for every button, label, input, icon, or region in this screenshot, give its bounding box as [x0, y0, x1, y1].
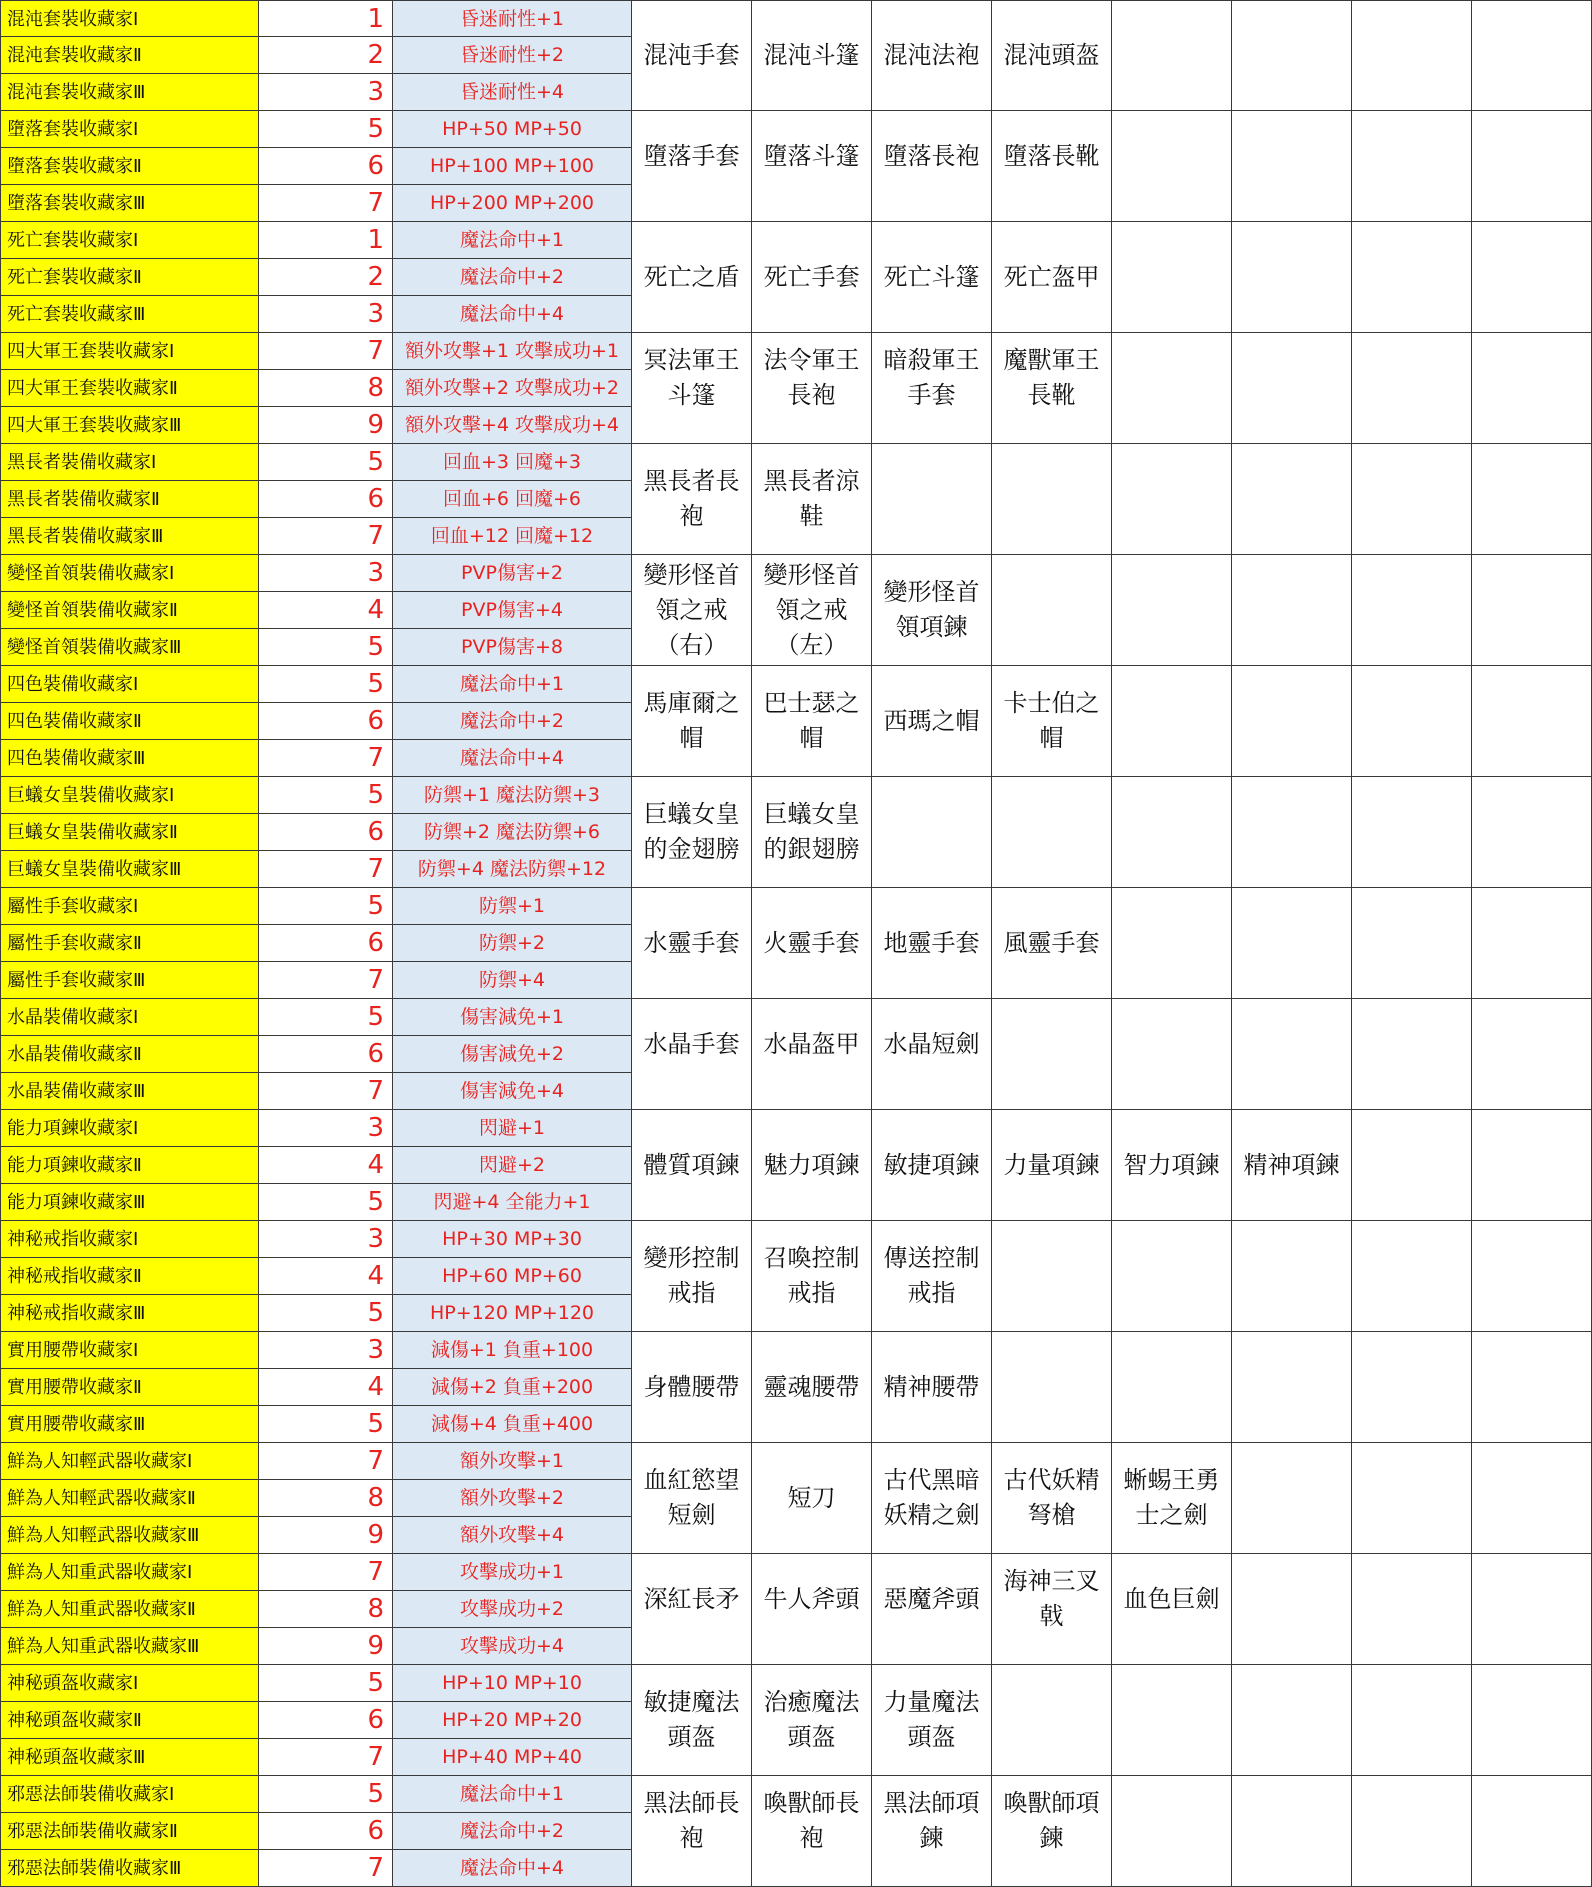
required-level-cell: 7: [259, 1739, 393, 1776]
collector-title-cell: 變怪首領裝備收藏家Ⅲ: [0, 629, 259, 666]
bonus-effect-cell: PVP傷害+2: [393, 555, 632, 592]
bonus-effect-cell: 額外攻擊+4: [393, 1517, 632, 1554]
collector-title-cell: 墮落套裝收藏家Ⅰ: [0, 111, 259, 148]
collector-title-cell: 神秘戒指收藏家Ⅰ: [0, 1221, 259, 1258]
item-cell: 墮落手套: [632, 111, 752, 222]
item-cell: 蜥蜴王勇 士之劍: [1112, 1443, 1232, 1554]
required-level-cell: 6: [259, 814, 393, 851]
collector-title-cell: 神秘戒指收藏家Ⅲ: [0, 1295, 259, 1332]
bonus-effect-cell: 攻擊成功+4: [393, 1628, 632, 1665]
required-level-cell: 5: [259, 1295, 393, 1332]
collector-title-cell: 神秘戒指收藏家Ⅱ: [0, 1258, 259, 1295]
required-level-cell: 5: [259, 777, 393, 814]
required-level-cell: 6: [259, 925, 393, 962]
bonus-effect-cell: 減傷+1 負重+100: [393, 1332, 632, 1369]
required-level-cell: 6: [259, 1036, 393, 1073]
item-cell: 巨蟻女皇 的銀翅膀: [752, 777, 872, 888]
empty-cell: [1352, 111, 1472, 222]
item-cell: 火靈手套: [752, 888, 872, 999]
bonus-effect-cell: 魔法命中+1: [393, 666, 632, 703]
empty-cell: [1472, 555, 1592, 666]
bonus-effect-cell: 傷害減免+4: [393, 1073, 632, 1110]
collector-title-cell: 鮮為人知輕武器收藏家Ⅰ: [0, 1443, 259, 1480]
collector-title-cell: 水晶裝備收藏家Ⅲ: [0, 1073, 259, 1110]
bonus-effect-cell: PVP傷害+8: [393, 629, 632, 666]
required-level-cell: 7: [259, 1073, 393, 1110]
required-level-cell: 7: [259, 1554, 393, 1591]
empty-cell: [1472, 0, 1592, 111]
empty-cell: [1232, 1221, 1352, 1332]
empty-cell: [1352, 1443, 1472, 1554]
collector-title-cell: 水晶裝備收藏家Ⅱ: [0, 1036, 259, 1073]
empty-cell: [1232, 333, 1352, 444]
empty-cell: [1472, 444, 1592, 555]
empty-cell: [992, 555, 1112, 666]
item-cell: 力量魔法 頭盔: [872, 1665, 992, 1776]
bonus-effect-cell: 昏迷耐性+1: [393, 0, 632, 37]
collector-title-cell: 鮮為人知重武器收藏家Ⅰ: [0, 1554, 259, 1591]
bonus-effect-cell: 魔法命中+4: [393, 1850, 632, 1887]
required-level-cell: 5: [259, 1665, 393, 1702]
collector-title-cell: 實用腰帶收藏家Ⅱ: [0, 1369, 259, 1406]
collector-title-cell: 屬性手套收藏家Ⅱ: [0, 925, 259, 962]
required-level-cell: 2: [259, 37, 393, 74]
required-level-cell: 6: [259, 1702, 393, 1739]
required-level-cell: 6: [259, 703, 393, 740]
item-cell: 死亡斗篷: [872, 222, 992, 333]
item-cell: 混沌頭盔: [992, 0, 1112, 111]
empty-cell: [1232, 777, 1352, 888]
required-level-cell: 7: [259, 740, 393, 777]
required-level-cell: 7: [259, 185, 393, 222]
item-cell: 體質項鍊: [632, 1110, 752, 1221]
bonus-effect-cell: 防禦+4: [393, 962, 632, 999]
item-cell: 古代妖精 弩槍: [992, 1443, 1112, 1554]
bonus-effect-cell: HP+20 MP+20: [393, 1702, 632, 1739]
required-level-cell: 9: [259, 1628, 393, 1665]
required-level-cell: 6: [259, 1813, 393, 1850]
bonus-effect-cell: 防禦+1: [393, 888, 632, 925]
collector-title-cell: 黑長者裝備收藏家Ⅰ: [0, 444, 259, 481]
required-level-cell: 5: [259, 1406, 393, 1443]
required-level-cell: 5: [259, 111, 393, 148]
empty-cell: [1352, 1110, 1472, 1221]
empty-cell: [1112, 777, 1232, 888]
bonus-effect-cell: 閃避+2: [393, 1147, 632, 1184]
item-cell: 短刀: [752, 1443, 872, 1554]
empty-cell: [1232, 111, 1352, 222]
bonus-effect-cell: 攻擊成功+1: [393, 1554, 632, 1591]
empty-cell: [1112, 1776, 1232, 1887]
item-cell: 智力項鍊: [1112, 1110, 1232, 1221]
bonus-effect-cell: 魔法命中+4: [393, 740, 632, 777]
empty-cell: [1112, 888, 1232, 999]
empty-cell: [1232, 222, 1352, 333]
empty-cell: [1112, 1332, 1232, 1443]
required-level-cell: 9: [259, 407, 393, 444]
item-cell: 黑長者涼 鞋: [752, 444, 872, 555]
empty-cell: [1352, 0, 1472, 111]
collector-title-cell: 四大軍王套裝收藏家Ⅲ: [0, 407, 259, 444]
empty-cell: [1112, 111, 1232, 222]
empty-cell: [1112, 0, 1232, 111]
item-cell: 黑法師長 袍: [632, 1776, 752, 1887]
item-cell: 敏捷魔法 頭盔: [632, 1665, 752, 1776]
bonus-effect-cell: 額外攻擊+2 攻擊成功+2: [393, 370, 632, 407]
item-cell: 精神腰帶: [872, 1332, 992, 1443]
item-cell: 水晶盔甲: [752, 999, 872, 1110]
bonus-effect-cell: HP+120 MP+120: [393, 1295, 632, 1332]
bonus-effect-cell: 傷害減免+2: [393, 1036, 632, 1073]
item-cell: 傳送控制 戒指: [872, 1221, 992, 1332]
item-cell: 變形怪首 領之戒 （左）: [752, 555, 872, 666]
empty-cell: [1472, 1665, 1592, 1776]
item-cell: 風靈手套: [992, 888, 1112, 999]
bonus-effect-cell: 閃避+4 全能力+1: [393, 1184, 632, 1221]
bonus-effect-cell: 傷害減免+1: [393, 999, 632, 1036]
bonus-effect-cell: 閃避+1: [393, 1110, 632, 1147]
collector-title-cell: 巨蟻女皇裝備收藏家Ⅲ: [0, 851, 259, 888]
collector-title-cell: 鮮為人知重武器收藏家Ⅱ: [0, 1591, 259, 1628]
bonus-effect-cell: 防禦+2: [393, 925, 632, 962]
required-level-cell: 7: [259, 333, 393, 370]
collector-title-cell: 變怪首領裝備收藏家Ⅰ: [0, 555, 259, 592]
empty-cell: [1472, 333, 1592, 444]
empty-cell: [1232, 888, 1352, 999]
bonus-effect-cell: 魔法命中+1: [393, 222, 632, 259]
item-cell: 混沌法袍: [872, 0, 992, 111]
required-level-cell: 7: [259, 851, 393, 888]
required-level-cell: 4: [259, 592, 393, 629]
collector-title-cell: 四色裝備收藏家Ⅱ: [0, 703, 259, 740]
empty-cell: [1472, 1443, 1592, 1554]
bonus-effect-cell: 昏迷耐性+2: [393, 37, 632, 74]
empty-cell: [1232, 555, 1352, 666]
bonus-effect-cell: 減傷+2 負重+200: [393, 1369, 632, 1406]
item-cell: 敏捷項鍊: [872, 1110, 992, 1221]
item-cell: 治癒魔法 頭盔: [752, 1665, 872, 1776]
item-cell: 死亡手套: [752, 222, 872, 333]
collector-title-cell: 水晶裝備收藏家Ⅰ: [0, 999, 259, 1036]
required-level-cell: 7: [259, 1443, 393, 1480]
collector-title-cell: 實用腰帶收藏家Ⅲ: [0, 1406, 259, 1443]
bonus-effect-cell: 回血+3 回魔+3: [393, 444, 632, 481]
empty-cell: [1352, 888, 1472, 999]
item-cell: 西瑪之帽: [872, 666, 992, 777]
item-cell: 血紅慾望 短劍: [632, 1443, 752, 1554]
collector-title-cell: 混沌套裝收藏家Ⅲ: [0, 74, 259, 111]
item-cell: 變形控制 戒指: [632, 1221, 752, 1332]
empty-cell: [1472, 1221, 1592, 1332]
collector-title-cell: 四色裝備收藏家Ⅲ: [0, 740, 259, 777]
collector-title-cell: 邪惡法師裝備收藏家Ⅱ: [0, 1813, 259, 1850]
item-cell: 靈魂腰帶: [752, 1332, 872, 1443]
bonus-effect-cell: HP+60 MP+60: [393, 1258, 632, 1295]
empty-cell: [992, 777, 1112, 888]
empty-cell: [1232, 444, 1352, 555]
empty-cell: [1232, 1443, 1352, 1554]
empty-cell: [1112, 1665, 1232, 1776]
item-cell: 水晶短劍: [872, 999, 992, 1110]
empty-cell: [1232, 999, 1352, 1110]
bonus-effect-cell: 魔法命中+2: [393, 703, 632, 740]
collector-title-cell: 混沌套裝收藏家Ⅰ: [0, 0, 259, 37]
item-cell: 墮落斗篷: [752, 111, 872, 222]
collector-title-cell: 鮮為人知輕武器收藏家Ⅱ: [0, 1480, 259, 1517]
required-level-cell: 5: [259, 629, 393, 666]
required-level-cell: 3: [259, 296, 393, 333]
bonus-effect-cell: 回血+12 回魔+12: [393, 518, 632, 555]
bonus-effect-cell: 額外攻擊+1: [393, 1443, 632, 1480]
collector-title-cell: 墮落套裝收藏家Ⅱ: [0, 148, 259, 185]
bonus-effect-cell: 魔法命中+2: [393, 259, 632, 296]
bonus-effect-cell: 額外攻擊+4 攻擊成功+4: [393, 407, 632, 444]
empty-cell: [1112, 222, 1232, 333]
collector-title-cell: 鮮為人知輕武器收藏家Ⅲ: [0, 1517, 259, 1554]
bonus-effect-cell: 額外攻擊+1 攻擊成功+1: [393, 333, 632, 370]
collector-title-cell: 能力項鍊收藏家Ⅰ: [0, 1110, 259, 1147]
required-level-cell: 3: [259, 1332, 393, 1369]
collector-title-cell: 四大軍王套裝收藏家Ⅰ: [0, 333, 259, 370]
collector-title-cell: 混沌套裝收藏家Ⅱ: [0, 37, 259, 74]
item-cell: 變形怪首 領項鍊: [872, 555, 992, 666]
item-cell: 召喚控制 戒指: [752, 1221, 872, 1332]
empty-cell: [1352, 1221, 1472, 1332]
empty-cell: [1112, 999, 1232, 1110]
bonus-effect-cell: 魔法命中+4: [393, 296, 632, 333]
empty-cell: [1112, 444, 1232, 555]
item-cell: 牛人斧頭: [752, 1554, 872, 1665]
empty-cell: [992, 444, 1112, 555]
item-cell: 法令軍王 長袍: [752, 333, 872, 444]
empty-cell: [1472, 222, 1592, 333]
empty-cell: [1232, 1776, 1352, 1887]
collector-title-cell: 屬性手套收藏家Ⅰ: [0, 888, 259, 925]
empty-cell: [1352, 1776, 1472, 1887]
empty-cell: [1352, 333, 1472, 444]
item-cell: 墮落長袍: [872, 111, 992, 222]
empty-cell: [1112, 555, 1232, 666]
empty-cell: [1472, 1776, 1592, 1887]
empty-cell: [1352, 1554, 1472, 1665]
item-cell: 喚獸師長 袍: [752, 1776, 872, 1887]
bonus-effect-cell: PVP傷害+4: [393, 592, 632, 629]
item-cell: 巴士瑟之 帽: [752, 666, 872, 777]
item-cell: 惡魔斧頭: [872, 1554, 992, 1665]
bonus-effect-cell: 額外攻擊+2: [393, 1480, 632, 1517]
bonus-effect-cell: HP+30 MP+30: [393, 1221, 632, 1258]
empty-cell: [1232, 1554, 1352, 1665]
required-level-cell: 3: [259, 74, 393, 111]
collector-title-cell: 屬性手套收藏家Ⅲ: [0, 962, 259, 999]
item-cell: 墮落長靴: [992, 111, 1112, 222]
required-level-cell: 5: [259, 1184, 393, 1221]
empty-cell: [1472, 1110, 1592, 1221]
required-level-cell: 5: [259, 999, 393, 1036]
empty-cell: [1232, 1332, 1352, 1443]
item-cell: 冥法軍王 斗篷: [632, 333, 752, 444]
bonus-effect-cell: HP+40 MP+40: [393, 1739, 632, 1776]
item-cell: 混沌手套: [632, 0, 752, 111]
collector-title-cell: 神秘頭盔收藏家Ⅱ: [0, 1702, 259, 1739]
item-cell: 水晶手套: [632, 999, 752, 1110]
empty-cell: [1472, 1332, 1592, 1443]
empty-cell: [1472, 111, 1592, 222]
collector-title-cell: 黑長者裝備收藏家Ⅲ: [0, 518, 259, 555]
empty-cell: [872, 777, 992, 888]
item-cell: 黑法師項 鍊: [872, 1776, 992, 1887]
required-level-cell: 8: [259, 1591, 393, 1628]
required-level-cell: 7: [259, 1850, 393, 1887]
item-cell: 巨蟻女皇 的金翅膀: [632, 777, 752, 888]
bonus-effect-cell: HP+200 MP+200: [393, 185, 632, 222]
item-cell: 水靈手套: [632, 888, 752, 999]
bonus-effect-cell: 防禦+4 魔法防禦+12: [393, 851, 632, 888]
required-level-cell: 7: [259, 962, 393, 999]
item-cell: 身體腰帶: [632, 1332, 752, 1443]
empty-cell: [1232, 0, 1352, 111]
empty-cell: [1232, 666, 1352, 777]
bonus-effect-cell: HP+10 MP+10: [393, 1665, 632, 1702]
required-level-cell: 8: [259, 370, 393, 407]
collector-title-cell: 死亡套裝收藏家Ⅱ: [0, 259, 259, 296]
collector-title-cell: 神秘頭盔收藏家Ⅲ: [0, 1739, 259, 1776]
collector-title-cell: 四大軍王套裝收藏家Ⅱ: [0, 370, 259, 407]
item-cell: 變形怪首 領之戒 （右）: [632, 555, 752, 666]
collector-title-cell: 能力項鍊收藏家Ⅲ: [0, 1184, 259, 1221]
empty-cell: [992, 1221, 1112, 1332]
required-level-cell: 5: [259, 888, 393, 925]
collector-title-cell: 邪惡法師裝備收藏家Ⅲ: [0, 1850, 259, 1887]
bonus-effect-cell: 回血+6 回魔+6: [393, 481, 632, 518]
bonus-effect-cell: HP+50 MP+50: [393, 111, 632, 148]
item-cell: 暗殺軍王 手套: [872, 333, 992, 444]
bonus-effect-cell: 減傷+4 負重+400: [393, 1406, 632, 1443]
bonus-effect-cell: 攻擊成功+2: [393, 1591, 632, 1628]
required-level-cell: 2: [259, 259, 393, 296]
collector-title-cell: 邪惡法師裝備收藏家Ⅰ: [0, 1776, 259, 1813]
required-level-cell: 4: [259, 1258, 393, 1295]
collector-title-cell: 實用腰帶收藏家Ⅰ: [0, 1332, 259, 1369]
item-cell: 精神項鍊: [1232, 1110, 1352, 1221]
item-cell: 黑長者長 袍: [632, 444, 752, 555]
bonus-effect-cell: 昏迷耐性+4: [393, 74, 632, 111]
empty-cell: [992, 1665, 1112, 1776]
collector-title-cell: 巨蟻女皇裝備收藏家Ⅱ: [0, 814, 259, 851]
item-cell: 喚獸師項 鍊: [992, 1776, 1112, 1887]
required-level-cell: 7: [259, 518, 393, 555]
required-level-cell: 3: [259, 1221, 393, 1258]
empty-cell: [992, 1332, 1112, 1443]
required-level-cell: 1: [259, 222, 393, 259]
required-level-cell: 5: [259, 666, 393, 703]
item-cell: 深紅長矛: [632, 1554, 752, 1665]
item-cell: 血色巨劍: [1112, 1554, 1232, 1665]
empty-cell: [1352, 999, 1472, 1110]
required-level-cell: 4: [259, 1369, 393, 1406]
item-cell: 海神三叉 戟: [992, 1554, 1112, 1665]
collector-title-cell: 墮落套裝收藏家Ⅲ: [0, 185, 259, 222]
collector-title-cell: 能力項鍊收藏家Ⅱ: [0, 1147, 259, 1184]
empty-cell: [1472, 777, 1592, 888]
item-cell: 卡士伯之 帽: [992, 666, 1112, 777]
required-level-cell: 1: [259, 0, 393, 37]
item-cell: 地靈手套: [872, 888, 992, 999]
bonus-effect-cell: HP+100 MP+100: [393, 148, 632, 185]
bonus-effect-cell: 魔法命中+2: [393, 1813, 632, 1850]
empty-cell: [1352, 222, 1472, 333]
bonus-effect-cell: 防禦+2 魔法防禦+6: [393, 814, 632, 851]
item-cell: 馬庫爾之 帽: [632, 666, 752, 777]
empty-cell: [992, 999, 1112, 1110]
empty-cell: [1112, 333, 1232, 444]
empty-cell: [1352, 1332, 1472, 1443]
empty-cell: [1112, 666, 1232, 777]
required-level-cell: 3: [259, 555, 393, 592]
empty-cell: [1112, 1221, 1232, 1332]
required-level-cell: 5: [259, 444, 393, 481]
item-cell: 魅力項鍊: [752, 1110, 872, 1221]
bonus-effect-cell: 防禦+1 魔法防禦+3: [393, 777, 632, 814]
required-level-cell: 8: [259, 1480, 393, 1517]
empty-cell: [1352, 444, 1472, 555]
empty-cell: [1352, 666, 1472, 777]
item-cell: 魔獸軍王 長靴: [992, 333, 1112, 444]
collector-title-cell: 神秘頭盔收藏家Ⅰ: [0, 1665, 259, 1702]
empty-cell: [1472, 888, 1592, 999]
empty-cell: [1352, 555, 1472, 666]
item-cell: 力量項鍊: [992, 1110, 1112, 1221]
bonus-effect-cell: 魔法命中+1: [393, 1776, 632, 1813]
empty-cell: [872, 444, 992, 555]
required-level-cell: 6: [259, 481, 393, 518]
collector-title-cell: 死亡套裝收藏家Ⅰ: [0, 222, 259, 259]
required-level-cell: 6: [259, 148, 393, 185]
empty-cell: [1472, 666, 1592, 777]
empty-cell: [1352, 1665, 1472, 1776]
collector-title-cell: 變怪首領裝備收藏家Ⅱ: [0, 592, 259, 629]
required-level-cell: 9: [259, 1517, 393, 1554]
item-cell: 死亡之盾: [632, 222, 752, 333]
empty-cell: [1232, 1665, 1352, 1776]
collector-title-cell: 巨蟻女皇裝備收藏家Ⅰ: [0, 777, 259, 814]
empty-cell: [1472, 999, 1592, 1110]
collector-title-cell: 四色裝備收藏家Ⅰ: [0, 666, 259, 703]
required-level-cell: 3: [259, 1110, 393, 1147]
empty-cell: [1472, 1554, 1592, 1665]
required-level-cell: 4: [259, 1147, 393, 1184]
item-cell: 混沌斗篷: [752, 0, 872, 111]
collector-title-cell: 鮮為人知重武器收藏家Ⅲ: [0, 1628, 259, 1665]
collector-title-cell: 死亡套裝收藏家Ⅲ: [0, 296, 259, 333]
collector-title-cell: 黑長者裝備收藏家Ⅱ: [0, 481, 259, 518]
item-cell: 死亡盔甲: [992, 222, 1112, 333]
item-cell: 古代黑暗 妖精之劍: [872, 1443, 992, 1554]
required-level-cell: 5: [259, 1776, 393, 1813]
empty-cell: [1352, 777, 1472, 888]
